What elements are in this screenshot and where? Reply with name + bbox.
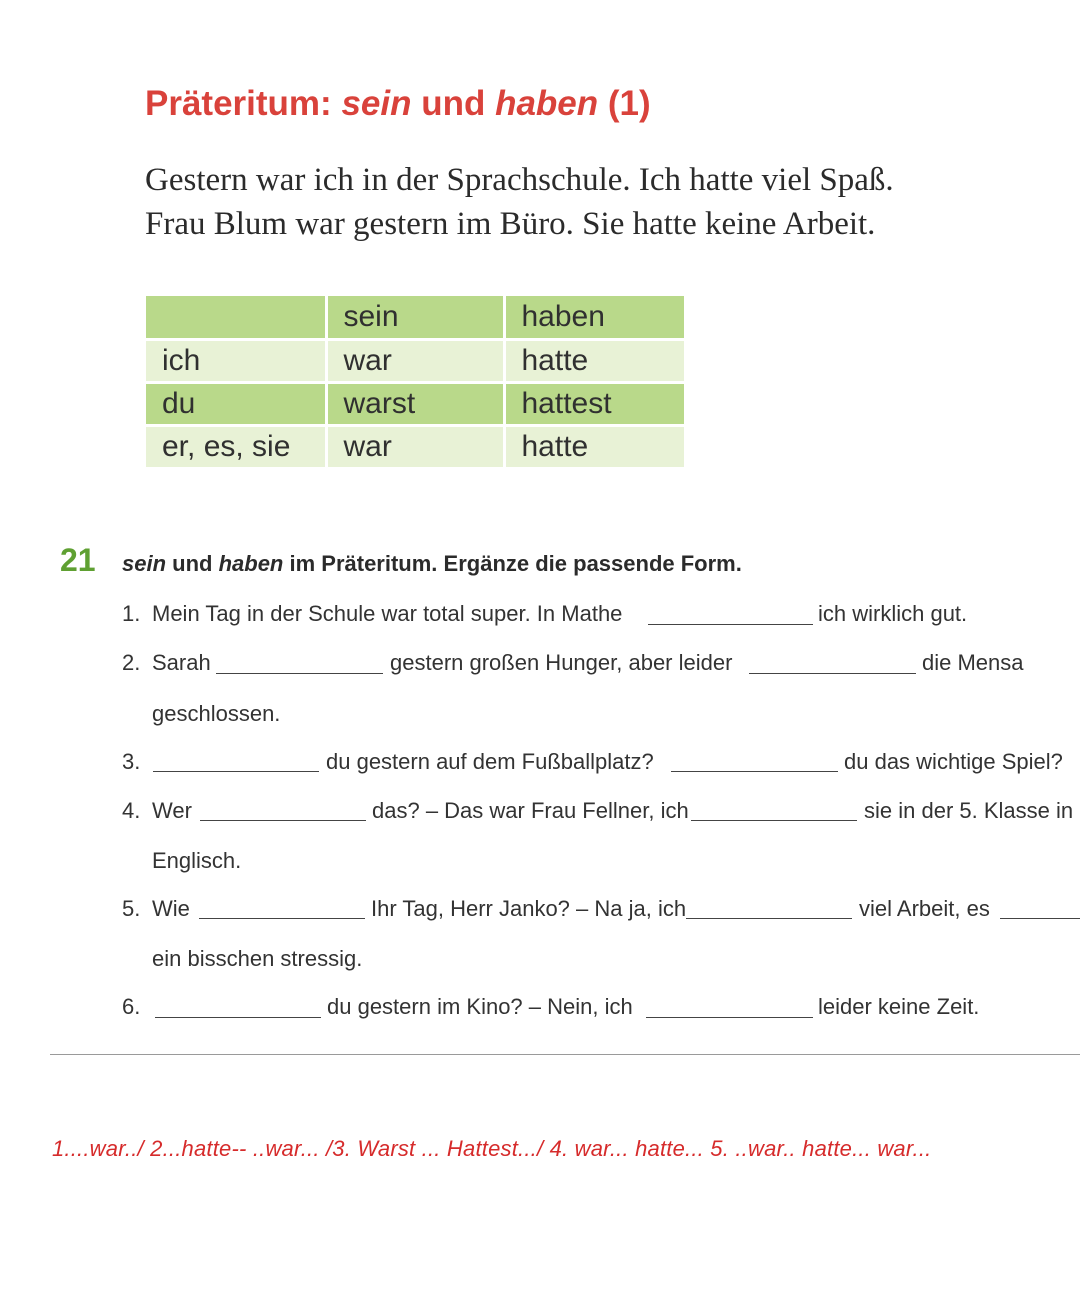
page-title: Präteritum: sein und haben (1) (145, 84, 651, 123)
table-cell: hatte (504, 339, 684, 382)
item-text: gestern großen Hunger, aber leider (390, 650, 733, 675)
answer-blank[interactable] (686, 918, 852, 919)
table-row (146, 339, 684, 382)
table-cell: sein (326, 296, 504, 339)
table-header-row (146, 296, 684, 339)
table-cell: hatte (504, 425, 684, 468)
item-text: du gestern im Kino? – Nein, ich (327, 994, 633, 1019)
answer-blank[interactable] (200, 820, 366, 821)
handwritten-answers: 1....war../ 2...hatte-- ..war... /3. Warst ... Hattest.../ 4. war... hatte... 5. ..war.. hatte... war... (52, 1136, 932, 1161)
intro-line-1: Gestern war ich in der Sprachschule. Ich hatte viel Spaß. (145, 162, 894, 198)
table-cell: hattest (504, 382, 684, 425)
item-number: 3. (122, 749, 141, 774)
answer-blank[interactable] (749, 673, 916, 674)
item-text: Wie (152, 896, 190, 921)
table-cell: warst (326, 382, 504, 425)
item-text: sie in der 5. Klasse in (864, 798, 1074, 823)
answer-blank[interactable] (153, 771, 319, 772)
item-text: Wer (152, 798, 192, 823)
item-number: 6. (122, 994, 141, 1019)
item-text: die Mensa (922, 650, 1024, 675)
table-cell: du (146, 382, 326, 425)
item-text: ich wirklich gut. (818, 601, 968, 626)
item-text: Englisch. (152, 848, 242, 873)
item-text: du das wichtige Spiel? (844, 749, 1063, 774)
exercise-instruction: sein und haben im Präteritum. Ergänze die passende Form. (122, 551, 742, 576)
item-number: 2. (122, 650, 141, 675)
item-text: Sarah (152, 650, 211, 675)
table-cell: war (326, 339, 504, 382)
answer-blank[interactable] (216, 673, 383, 674)
answer-blank[interactable] (1000, 918, 1080, 919)
answer-blank[interactable] (691, 820, 857, 821)
table-cell (146, 296, 326, 339)
table-cell: haben (504, 296, 684, 339)
item-number: 5. (122, 896, 141, 921)
divider (50, 1054, 1080, 1055)
item-text: das? – Das war Frau Fellner, ich (372, 798, 689, 823)
table-row (146, 425, 684, 468)
table-cell: er, es, sie (146, 425, 326, 468)
item-text: geschlossen. (152, 701, 281, 726)
answer-blank[interactable] (646, 1017, 813, 1018)
conjugation-table (146, 296, 684, 470)
answer-blank[interactable] (199, 918, 365, 919)
intro-line-2: Frau Blum war gestern im Büro. Sie hatte keine Arbeit. (145, 206, 876, 242)
answer-blank[interactable] (155, 1017, 321, 1018)
answer-blank[interactable] (648, 624, 813, 625)
table-row (146, 382, 684, 425)
exercise-number: 21 (60, 542, 96, 578)
item-text: Mein Tag in der Schule war total super. In Mathe (152, 601, 623, 626)
item-text: viel Arbeit, es (859, 896, 990, 921)
table-cell: ich (146, 339, 326, 382)
table-cell: war (326, 425, 504, 468)
intro-sentences (145, 158, 894, 246)
item-text: Ihr Tag, Herr Janko? – Na ja, ich (371, 896, 687, 921)
item-text: leider keine Zeit. (818, 994, 980, 1019)
item-number: 1. (122, 601, 141, 626)
answer-blank[interactable] (671, 771, 838, 772)
item-text: ein bisschen stressig. (152, 946, 363, 971)
item-text: du gestern auf dem Fußballplatz? (326, 749, 654, 774)
item-number: 4. (122, 798, 141, 823)
